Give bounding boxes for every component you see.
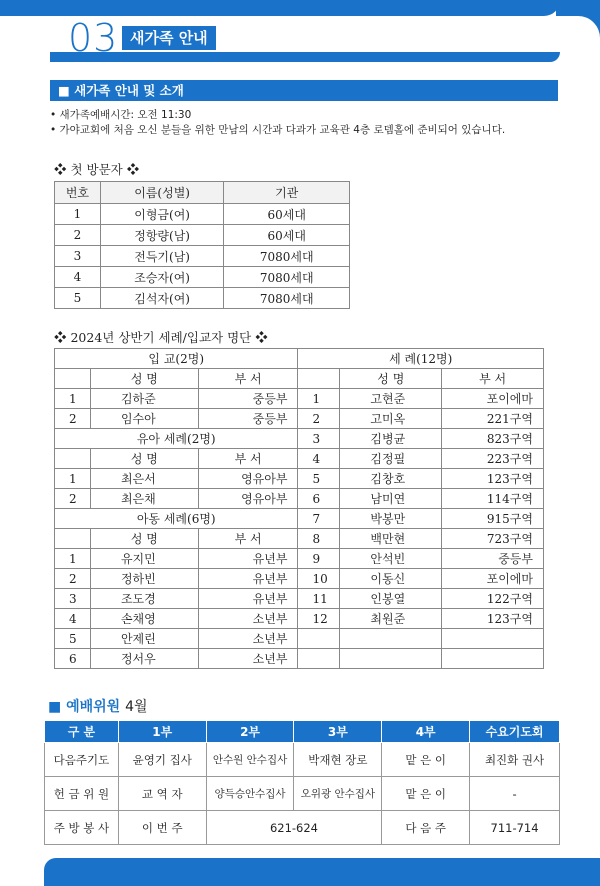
footer-bar (44, 858, 600, 886)
table-row (55, 589, 544, 609)
cell: 10 (298, 569, 340, 589)
cell: 교 역 자 (118, 777, 206, 811)
table-row (55, 449, 544, 469)
cell: 오위광 안수집사 (294, 777, 382, 811)
table-row (55, 267, 350, 288)
cell: 1 (298, 389, 340, 409)
cell: 전득기(남) (100, 246, 224, 267)
table-row (55, 409, 544, 429)
info-block (50, 108, 505, 138)
worship-committee-title (48, 696, 148, 716)
table-row (55, 429, 544, 449)
section-number: 03 (68, 16, 119, 60)
cell: 915구역 (442, 509, 544, 529)
cell: 2 (55, 569, 91, 589)
cell: 122구역 (442, 589, 544, 609)
col-header-number: 번호 (55, 182, 101, 204)
table-row (55, 529, 544, 549)
table-row (55, 509, 544, 529)
cell: 이동신 (340, 569, 442, 589)
cell: 223구역 (442, 449, 544, 469)
cell: 유년부 (198, 549, 298, 569)
table-row (55, 569, 544, 589)
row-label-prayer: 다음주기도 (45, 743, 119, 777)
table-row (45, 811, 560, 845)
cell: 임수아 (90, 409, 198, 429)
col-header-name: 성 명 (340, 369, 442, 389)
cell: 다 음 주 (382, 811, 470, 845)
col-header-dept: 부 서 (442, 369, 544, 389)
worship-month: 4월 (125, 699, 148, 715)
cell: 1 (55, 469, 91, 489)
cell: 2 (55, 409, 91, 429)
cell: 김창호 (340, 469, 442, 489)
baptism-header: 세 례(12명) (298, 349, 544, 369)
cell: 3 (298, 429, 340, 449)
visitors-title: ❖ 첫 방문자 ❖ (54, 162, 140, 177)
table-row (55, 609, 544, 629)
page-title: 새가족 안내 (122, 26, 216, 50)
row-label-offering: 헌 금 위 원 (45, 777, 119, 811)
cell: 유년부 (198, 589, 298, 609)
cell: 12 (298, 609, 340, 629)
cell: 윤영기 집사 (118, 743, 206, 777)
worship-committee-table (44, 720, 560, 845)
cell: 1 (55, 549, 91, 569)
cell: 영유아부 (198, 489, 298, 509)
table-row (55, 225, 350, 246)
col-header-name: 성 명 (90, 449, 198, 469)
cell: 3 (55, 246, 101, 267)
cell: 114구역 (442, 489, 544, 509)
cell: 조도경 (90, 589, 198, 609)
cell: 621-624 (206, 811, 382, 845)
cell: 소년부 (198, 649, 298, 669)
section-heading: ■ 새가족 안내 및 소개 (50, 80, 558, 101)
cell: 소년부 (198, 629, 298, 649)
cell: 60세대 (224, 204, 350, 225)
table-header-row (45, 721, 560, 743)
cell: 김병균 (340, 429, 442, 449)
table-row (55, 629, 544, 649)
cell: 조승자(여) (100, 267, 224, 288)
cell: 중등부 (198, 389, 298, 409)
cell: 7080세대 (224, 267, 350, 288)
cell: 손채영 (90, 609, 198, 629)
col-header-dept: 부 서 (198, 449, 298, 469)
cell: 최은서 (90, 469, 198, 489)
cell: 60세대 (224, 225, 350, 246)
table-row (45, 777, 560, 811)
col-header-dept: 부 서 (198, 529, 298, 549)
table-row (55, 469, 544, 489)
col-header-service4: 4부 (382, 721, 470, 743)
cell: 유년부 (198, 569, 298, 589)
col-header-name: 성 명 (90, 369, 198, 389)
cell: 2 (298, 409, 340, 429)
info-line-time: • 새가족예배시간: 오전 11:30 (50, 109, 192, 121)
cell: 4 (298, 449, 340, 469)
cell: 최원준 (340, 609, 442, 629)
cell: 7080세대 (224, 246, 350, 267)
cell: 5 (298, 469, 340, 489)
visitors-table (54, 181, 350, 309)
cell: 5 (55, 629, 91, 649)
cell: 7080세대 (224, 288, 350, 309)
cell: 정항량(남) (100, 225, 224, 246)
cell: 안수원 안수집사 (206, 743, 294, 777)
col-header-name: 이름(성별) (100, 182, 224, 204)
infant-baptism-header: 유아 세례(2명) (55, 429, 298, 449)
cell: 정하빈 (90, 569, 198, 589)
cell: 고미옥 (340, 409, 442, 429)
header-underline (50, 52, 560, 62)
table-row (55, 288, 350, 309)
cell: 123구역 (442, 609, 544, 629)
col-header-org: 기관 (224, 182, 350, 204)
cell: 인봉열 (340, 589, 442, 609)
col-header-dept: 부 서 (198, 369, 298, 389)
col-header-service2: 2부 (206, 721, 294, 743)
cell: 유지민 (90, 549, 198, 569)
table-row (55, 369, 544, 389)
cell: 백만현 (340, 529, 442, 549)
cell: 소년부 (198, 609, 298, 629)
cell: 맡 은 이 (382, 777, 470, 811)
table-row (55, 649, 544, 669)
cell: 2 (55, 225, 101, 246)
cell: 중등부 (198, 409, 298, 429)
cell: 양득승안수집사 (206, 777, 294, 811)
cell: 11 (298, 589, 340, 609)
cell: 김석자(여) (100, 288, 224, 309)
table-row (55, 549, 544, 569)
baptism-title: ❖ 2024년 상반기 세례/입교자 명단 ❖ (54, 330, 268, 345)
cell: 4 (55, 267, 101, 288)
cell: 포이에마 (442, 389, 544, 409)
table-row (55, 389, 544, 409)
cell: 221구역 (442, 409, 544, 429)
col-header-wednesday: 수요기도회 (470, 721, 560, 743)
cell: 6 (298, 489, 340, 509)
col-header-service3: 3부 (294, 721, 382, 743)
table-row (55, 489, 544, 509)
col-header-service1: 1부 (118, 721, 206, 743)
cell: 1 (55, 389, 91, 409)
cell: 맡 은 이 (382, 743, 470, 777)
cell: 711-714 (470, 811, 560, 845)
child-baptism-header: 아동 세례(6명) (55, 509, 298, 529)
cell: 3 (55, 589, 91, 609)
cell: 2 (55, 489, 91, 509)
cell: 이 번 주 (118, 811, 206, 845)
cell: - (470, 777, 560, 811)
confirmation-header: 입 교(2명) (55, 349, 298, 369)
table-header-row (55, 182, 350, 204)
cell: 김정필 (340, 449, 442, 469)
cell: 4 (55, 609, 91, 629)
cell: 123구역 (442, 469, 544, 489)
cell: 8 (298, 529, 340, 549)
cell: 5 (55, 288, 101, 309)
info-line-welcome: • 가야교회에 처음 오신 분들을 위한 만남의 시간과 다과가 교육관 4층 로뎀홀에 준비되어 있습니다. (50, 124, 506, 136)
col-header-category: 구 분 (45, 721, 119, 743)
table-row (55, 204, 350, 225)
cell: 김하준 (90, 389, 198, 409)
table-row (45, 743, 560, 777)
cell: 이형금(여) (100, 204, 224, 225)
cell: 9 (298, 549, 340, 569)
row-label-kitchen: 주 방 봉 사 (45, 811, 119, 845)
cell: 고현준 (340, 389, 442, 409)
table-header-row (55, 349, 544, 369)
cell: 안석빈 (340, 549, 442, 569)
cell: 823구역 (442, 429, 544, 449)
cell: 최은채 (90, 489, 198, 509)
table-row (55, 246, 350, 267)
cell: 1 (55, 204, 101, 225)
cell: 6 (55, 649, 91, 669)
cell: 723구역 (442, 529, 544, 549)
cell: 영유아부 (198, 469, 298, 489)
cell: 최진화 권사 (470, 743, 560, 777)
header-top-stripe (0, 0, 560, 16)
worship-title-text: ■ 예배위원 (48, 699, 121, 715)
cell: 포이에마 (442, 569, 544, 589)
cell: 남미연 (340, 489, 442, 509)
cell: 박봉만 (340, 509, 442, 529)
cell: 중등부 (442, 549, 544, 569)
cell: 박재현 장로 (294, 743, 382, 777)
baptism-table (54, 348, 544, 669)
col-header-name: 성 명 (90, 529, 198, 549)
cell: 7 (298, 509, 340, 529)
cell: 정서우 (90, 649, 198, 669)
cell: 안제린 (90, 629, 198, 649)
